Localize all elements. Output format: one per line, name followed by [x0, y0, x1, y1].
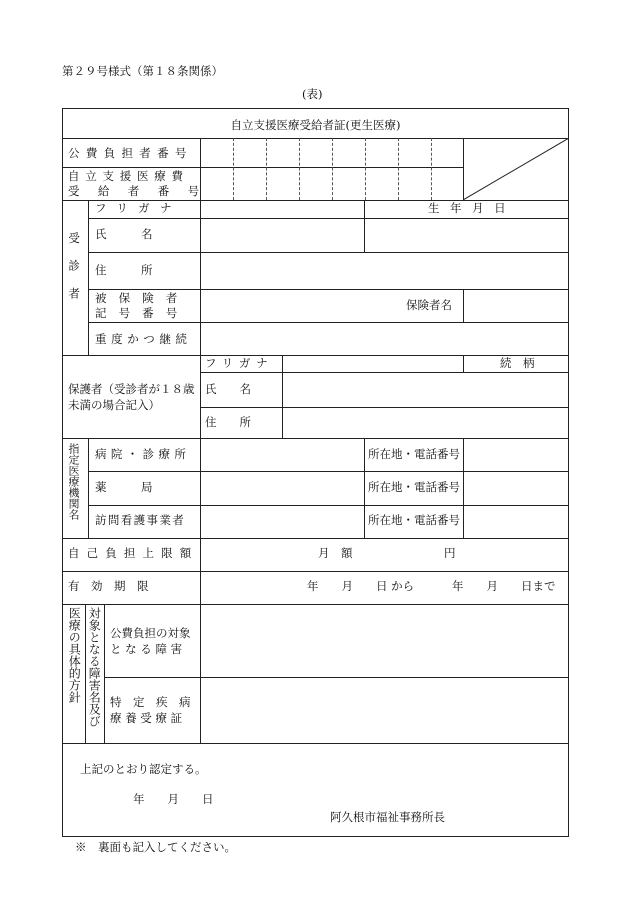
specific-disease-label-2: 療 養 受 療 証	[110, 711, 183, 725]
guardian-furigana-label: フリガナ	[205, 356, 274, 370]
side-label: (表)	[302, 87, 323, 101]
pharmacy-label: 薬 局	[95, 480, 153, 494]
institution-group-label: 指定医療機関名	[67, 443, 80, 520]
validity-to: 年 月 日まで	[452, 579, 556, 593]
nursing-field[interactable]	[201, 506, 364, 538]
insurer-name-label: 保険者名	[406, 298, 452, 312]
guardian-name-label: 氏 名	[205, 382, 251, 396]
void-diagonal	[463, 138, 569, 200]
recipient-number-label-1: 自立支援医療費	[68, 169, 189, 183]
pharmacy-field[interactable]	[201, 472, 364, 505]
specific-disease-field[interactable]	[201, 678, 569, 743]
copay-amount-field[interactable]	[360, 540, 440, 570]
guardian-label-1: 保護者（受診者が１８歳	[68, 382, 195, 396]
patient-name-field[interactable]	[201, 219, 364, 252]
form-number: 第２９号様式（第１８条関係）	[62, 64, 223, 78]
patient-furigana-label: フリガナ	[95, 201, 182, 215]
patient-address-field[interactable]	[201, 253, 569, 289]
patient-group-label: 受診者	[67, 232, 82, 315]
public-target-label-2: と な る 障 害	[110, 642, 183, 656]
hospital-location-field[interactable]	[464, 439, 569, 471]
copay-monthly-label: 月 額	[318, 546, 353, 560]
copay-label: 自己負担上限額	[68, 546, 199, 560]
guardian-furigana-field[interactable]	[283, 356, 463, 372]
insured-label-1: 被保険者	[95, 291, 190, 305]
birthdate-label: 生 年 月 日	[428, 201, 506, 215]
public-target-field[interactable]	[201, 605, 569, 677]
patient-furigana-field[interactable]	[201, 201, 364, 218]
patient-address-label: 住 所	[95, 263, 153, 277]
nursing-label: 訪問看護事業者	[95, 513, 186, 527]
medical-group-label: 医療の具体的方針	[67, 607, 82, 703]
payer-number-field[interactable]	[201, 139, 463, 167]
public-target-label-1: 公費負担の対象	[110, 626, 191, 640]
hospital-location-label: 所在地・電話番号	[368, 447, 460, 461]
medical-target-label: 対象となる障害名及び	[87, 607, 102, 727]
hospital-label: 病院・診療所	[95, 447, 191, 461]
insured-number-field[interactable]	[201, 290, 401, 322]
validity-label: 有 効 期 限	[68, 579, 149, 593]
issuer-name: 阿久根市福祉事務所長	[330, 810, 445, 824]
patient-name-label: 氏 名	[95, 227, 153, 241]
insured-label-2: 記号番号	[95, 306, 190, 320]
birthdate-field[interactable]	[365, 219, 569, 252]
recipient-number-label-2: 受給者番号	[68, 184, 218, 198]
nursing-location-label: 所在地・電話番号	[368, 513, 460, 527]
severe-continuous-field[interactable]	[201, 323, 569, 355]
payer-number-label: 公費負担者番号	[68, 146, 193, 160]
certification-date: 年 月 日	[133, 792, 214, 806]
certificate-title: 自立支援医療受給者証(更生医療)	[230, 118, 401, 132]
guardian-label-2: 未満の場合記入）	[68, 398, 160, 412]
severe-continuous-label: 重度かつ継続	[95, 332, 192, 346]
guardian-address-label: 住 所	[205, 415, 251, 429]
certification-statement: 上記のとおり認定する。	[80, 762, 207, 776]
pharmacy-location-field[interactable]	[464, 472, 569, 505]
guardian-address-field[interactable]	[283, 408, 569, 438]
validity-from: 年 月 日 から	[307, 579, 415, 593]
copay-yen-label: 円	[444, 546, 456, 560]
footnote: ※ 裏面も記入してください。	[75, 840, 236, 854]
relation-label: 続 柄	[500, 356, 535, 370]
recipient-number-field[interactable]	[201, 168, 463, 200]
nursing-location-field[interactable]	[464, 506, 569, 538]
specific-disease-label-1: 特 定 疾 病	[110, 695, 191, 709]
insurer-name-field[interactable]	[464, 290, 569, 322]
guardian-name-field[interactable]	[283, 373, 569, 407]
hospital-field[interactable]	[201, 439, 364, 471]
pharmacy-location-label: 所在地・電話番号	[368, 480, 460, 494]
